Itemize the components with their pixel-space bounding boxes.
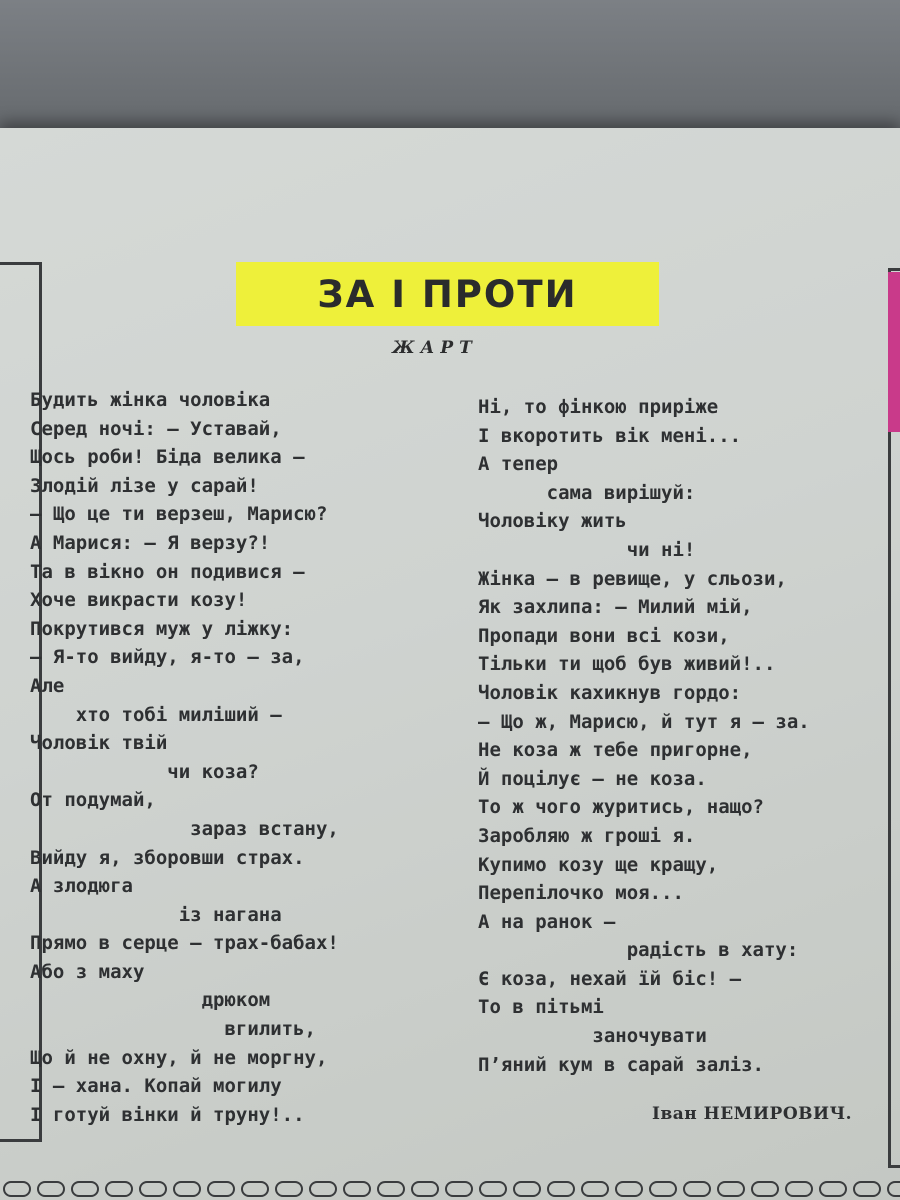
poem-line: Пропади вони всі кози, xyxy=(478,624,730,647)
ornament-link xyxy=(650,1182,676,1196)
poem-line: Що й не охну, й не моргну, xyxy=(30,1046,328,1069)
ornament-link xyxy=(378,1182,404,1196)
ornament-link xyxy=(174,1182,200,1196)
ornament-link xyxy=(72,1182,98,1196)
poem-line: — Що ж, Марисю, й тут я — за. xyxy=(478,710,810,733)
bottom-ornament-border xyxy=(0,1172,900,1200)
poem-line: Тільки ти щоб був живий!.. xyxy=(478,653,776,676)
poem-line: Чоловік кахикнув гордо: xyxy=(478,681,742,704)
poem-line: Покрутився муж у ліжку: xyxy=(30,617,294,640)
poem-line: із нагана xyxy=(30,903,282,926)
ornament-link xyxy=(38,1182,64,1196)
poem-line: То ж чого журитись, нащо? xyxy=(478,796,764,819)
ornament-link xyxy=(446,1182,472,1196)
poem-line: чи коза? xyxy=(30,760,259,783)
poem-line: Прямо в серце — трах-бабах! xyxy=(30,932,339,955)
poem-line: Заробляю ж гроші я. xyxy=(478,824,696,847)
poem-line: А злодюга xyxy=(30,875,133,898)
poem-right-column xyxy=(478,393,810,1079)
poem-line: Купимо козу ще кращу, xyxy=(478,853,719,876)
ornament-link xyxy=(548,1182,574,1196)
ornament-link xyxy=(616,1182,642,1196)
poem-line: Й поцілує — не коза. xyxy=(478,767,707,790)
poem-line: чи ні! xyxy=(478,538,696,561)
ornament-link xyxy=(140,1182,166,1196)
poem-line: І вкоротить вік мені... xyxy=(478,424,742,447)
ornament-link xyxy=(752,1182,778,1196)
poem-line: А тепер xyxy=(478,453,559,476)
poem-line: Чоловіку жить xyxy=(478,510,627,533)
poem-line: Вийду я, зборовши страх. xyxy=(30,846,305,869)
poem-line: Ні, то фінкою приріже xyxy=(478,396,719,418)
ornament-link xyxy=(208,1182,234,1196)
ornament-link xyxy=(854,1182,880,1196)
ornament-link xyxy=(276,1182,302,1196)
poem-line: Та в вікно он подивися — xyxy=(30,560,305,583)
poem-line: вгилить, xyxy=(30,1018,316,1041)
ornament-link xyxy=(514,1182,540,1196)
poem-line: І готуй вінки й труну!.. xyxy=(30,1103,305,1126)
poem-line: Перепілочко моя... xyxy=(478,882,684,905)
poem-line: А Марися: — Я верзу?! xyxy=(30,531,271,554)
poem-line: Не коза ж тебе пригорне, xyxy=(478,739,753,762)
ornament-link xyxy=(786,1182,812,1196)
ornament-link xyxy=(582,1182,608,1196)
poem-line: Або з маху xyxy=(30,960,145,983)
poem-line: Хоче викрасти козу! xyxy=(30,589,248,612)
poem-line: Жінка — в ревище, у сльози, xyxy=(478,567,787,590)
poem-line: — Я-то вийду, я-то — за, xyxy=(30,646,305,669)
ornament-link xyxy=(820,1182,846,1196)
adjacent-article-pink-strip xyxy=(888,272,900,432)
poem-line: сама вирішуй: xyxy=(478,481,696,504)
poem-title: ЗА І ПРОТИ xyxy=(317,272,578,316)
ornament-link xyxy=(888,1182,900,1196)
poem-line: Чоловік твій xyxy=(30,732,168,755)
ornament-link xyxy=(4,1182,30,1196)
poem-line: П’яний кум в сарай заліз. xyxy=(478,1053,764,1076)
poem-line: І — хана. Копай могилу xyxy=(30,1075,282,1098)
poem-line: зараз встану, xyxy=(30,817,339,840)
ornament-link xyxy=(106,1182,132,1196)
poem-line: дрюком xyxy=(30,989,271,1012)
ornament-link xyxy=(480,1182,506,1196)
poem-line: Але xyxy=(30,674,65,697)
poem-line: Щось роби! Біда велика — xyxy=(30,446,305,469)
poem-line: заночувати xyxy=(478,1025,707,1048)
poem-line: Серед ночі: — Уставай, xyxy=(30,417,282,440)
poem-line: радість в хату: xyxy=(478,939,799,962)
poem-subtitle: ЖАРТ xyxy=(392,338,478,358)
ornament-link xyxy=(684,1182,710,1196)
ornament-link xyxy=(310,1182,336,1196)
poem-line: Злодій лізе у сарай! xyxy=(30,474,259,497)
ornament-link xyxy=(412,1182,438,1196)
poem-line: То в пітьмі xyxy=(478,996,604,1019)
poem-left-column xyxy=(30,386,339,1129)
poem-line: Будить жінка чоловіка xyxy=(30,389,271,411)
poem-line: хто тобі миліший — xyxy=(30,703,282,726)
ornament-link xyxy=(344,1182,370,1196)
poem-line: А на ранок — xyxy=(478,910,616,933)
poem-line: — Що це ти верзеш, Марисю? xyxy=(30,503,328,526)
poem-line: Є коза, нехай їй біс! — xyxy=(478,967,742,990)
poem-line: Як захлипа: — Милий мій, xyxy=(478,596,753,619)
ornament-link xyxy=(242,1182,268,1196)
poem-line: От подумай, xyxy=(30,789,156,812)
ornament-link xyxy=(718,1182,744,1196)
author-signature: Іван НЕМИРОВИЧ. xyxy=(652,1104,853,1124)
